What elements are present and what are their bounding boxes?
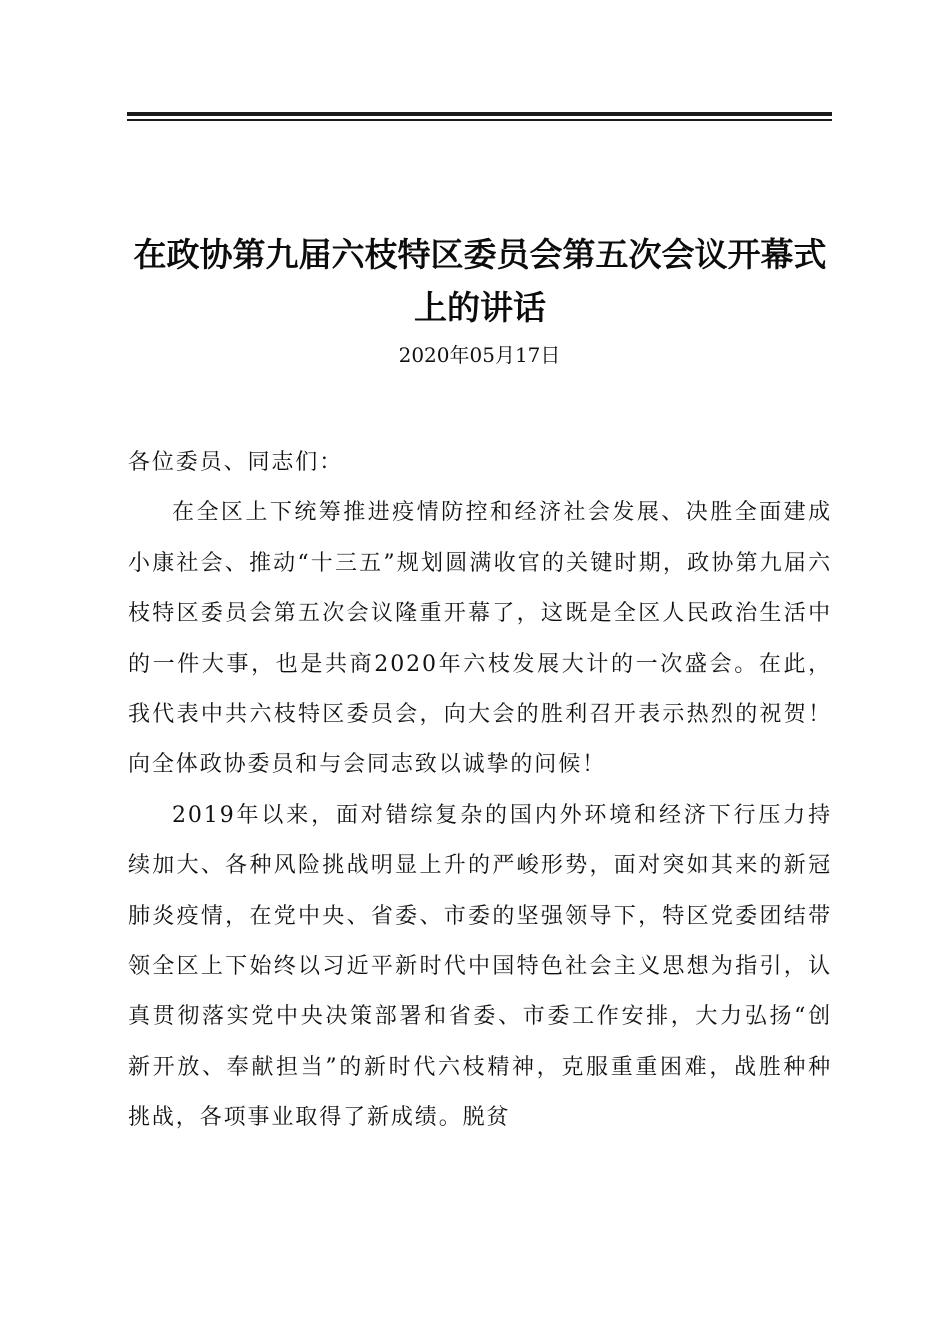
document-body	[128, 438, 832, 1144]
paragraph-1: 在全区上下统筹推进疫情防控和经济社会发展、决胜全面建成小康社会、推动“十三五”规划圆满收官的关键时期，政协第九届六枝特区委员会第五次会议隆重开幕了，这既是全区人民政治生活中的一件大事，也是共商2020年六枝发展大计的一次盛会。在此，我代表中共六枝特区委员会，向大会的胜利召开表示热烈的祝贺！向全体政协委员和与会同志致以诚挚的问候！	[128, 500, 832, 778]
document-date: 2020年05月17日	[398, 343, 561, 367]
document-title: 在政协第九届六枝特区委员会第五次会议开幕式上的讲话	[133, 235, 827, 327]
header-rule-thin	[127, 119, 832, 121]
salutation: 各位委员、同志们：	[128, 450, 344, 475]
header-rule-thick	[127, 112, 832, 116]
paragraph-2: 2019年以来，面对错综复杂的国内外环境和经济下行压力持续加大、各种风险挑战明显上升的严峻形势，面对突如其来的新冠肺炎疫情，在党中央、省委、市委的坚强领导下，特区党委团结带领全区上下始终以习近平新时代中国特色社会主义思想为指引，认真贯彻落实党中央决策部署和省委、市委工作安排，大力弘扬“创新开放、奉献担当”的新时代六枝精神，克服重重困难，战胜种种挑战，各项事业取得了新成绩。脱贫	[128, 802, 832, 1131]
